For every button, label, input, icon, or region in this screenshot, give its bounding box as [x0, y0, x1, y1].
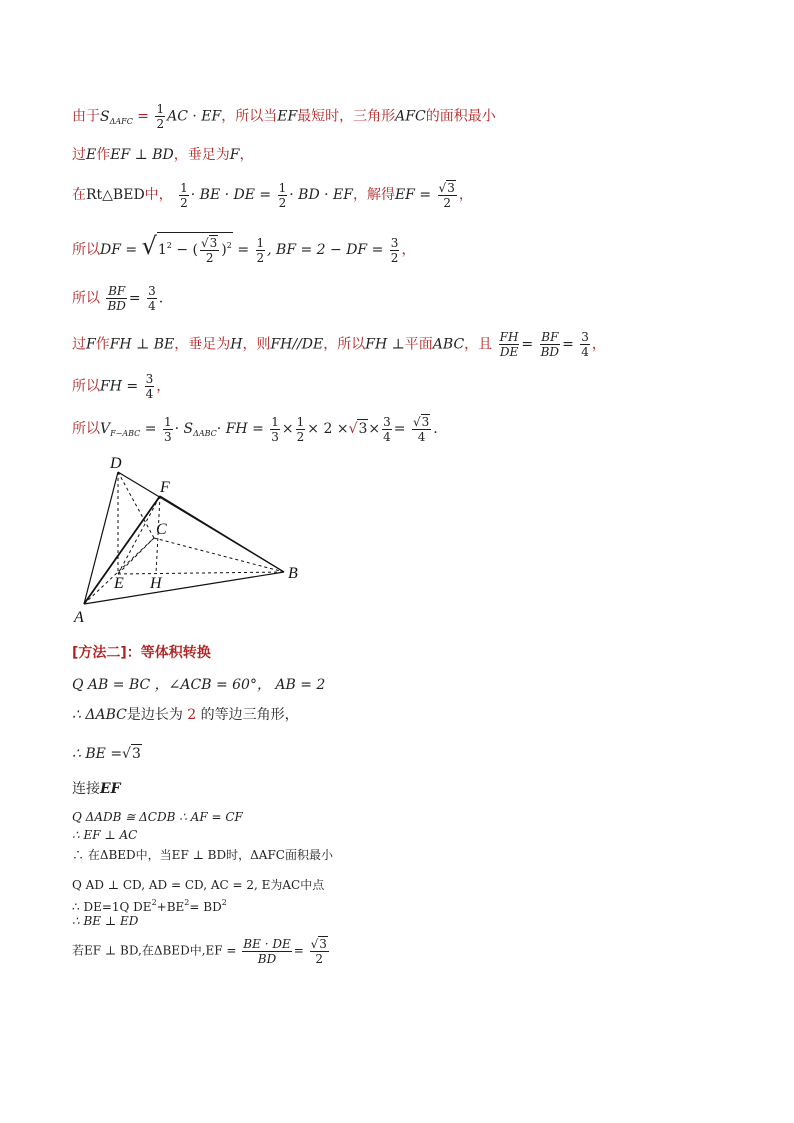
fraction: $\frac{FH}{DE}$ [499, 330, 519, 359]
line-5: 所以 $\frac{BF}{BD}$ = $\frac{3}{4}$ . [72, 284, 164, 313]
text: 过 [72, 336, 86, 353]
method2-line-9: ∴ DE=1Q $DE^2+BE^2= BD^2$ [72, 898, 227, 914]
method2-line-6: ∴ EF ⊥ AC [72, 828, 138, 842]
text: 中， [144, 187, 173, 203]
fraction: $\frac{√3}{4}$ [412, 415, 430, 444]
text: ，解得 [352, 187, 395, 203]
fraction: $\frac{1}{2}$ [256, 235, 265, 265]
method2-line-7: ∴ 在ΔBED中，当EF ⊥ BD时，ΔAFC面积最小 [72, 848, 333, 862]
text: ，垂足为 [173, 147, 230, 163]
line-6: 过F作FH ⊥ BE，垂足为H，则FH//DE，所以FH ⊥平面ABC，且 $\frac{FH}{DE}$ = $\frac{BF}{BD}$ = $\frac{3}{4}$ ， [72, 330, 606, 359]
edge-fb [160, 496, 284, 572]
math: AC · EF [167, 108, 222, 125]
math: FH ⊥ [365, 336, 405, 353]
math: · $S_{\Delta ABC}$ [174, 421, 217, 438]
fraction: $\frac{1}{2}$ [180, 180, 188, 210]
text: 作 [95, 336, 110, 353]
math: · BD · EF [289, 187, 353, 203]
text: ，所以 [323, 336, 366, 353]
fraction: $\frac{3}{2}$ [390, 235, 399, 265]
text: 的面积最小 [425, 108, 496, 125]
math: FH//DE [270, 336, 324, 353]
label-a: A [74, 609, 84, 626]
fraction: $\frac{1}{2}$ [278, 180, 287, 210]
sqrt-expression: √ [141, 232, 157, 260]
fraction: $\frac{3}{4}$ [581, 330, 589, 359]
math: , BF = 2 − DF = [267, 242, 384, 258]
edge-da [84, 472, 118, 604]
text: ，所以当 [221, 108, 278, 125]
line-8: 所以$V_{F-ABC}$ = $\frac{1}{3}$ · $S_{\Delta ABC}\cdot$ FH = $\frac{1}{3}$ × $\frac{1}{2}$ × 2 ×√3× $\frac{3}{4}$ = $\frac{√3}{4}$ . [72, 414, 438, 444]
fraction: $\frac{1}{3}$ [271, 414, 279, 444]
method2-line-8: Q AD ⊥ CD, AD = CD, AC = 2, E为AC中点 [72, 878, 325, 892]
text: ，垂足为 [174, 336, 231, 353]
math: EF = [394, 187, 432, 203]
text: 所以 [72, 378, 100, 395]
text: 所以 [72, 290, 100, 307]
edge-ec [118, 538, 154, 574]
math: Rt△BED [86, 187, 145, 203]
text: 作 [96, 147, 111, 163]
math: = [237, 242, 250, 258]
text: 由于 [72, 108, 100, 125]
edge-dc [118, 472, 154, 538]
method2-heading: [方法二]：等体积转换 [72, 645, 211, 661]
line-4 [72, 232, 415, 265]
edge-eb [118, 572, 284, 574]
edge-cb [154, 538, 284, 572]
method2-line-5: Q ΔADB ≅ ΔCDB ∴ AF = CF [72, 810, 243, 824]
math: EF [277, 108, 298, 125]
method2-line-1: Q AB = BC ，∠ACB = 60°， AB = 2 [72, 677, 326, 693]
fraction: $\frac{3}{4}$ [145, 372, 154, 401]
math: F [86, 336, 96, 353]
text: 所以 [72, 421, 100, 437]
fraction: $\frac{3}{4}$ [383, 414, 391, 444]
fraction: $\frac{3}{4}$ [148, 284, 156, 313]
label-d: D [110, 455, 122, 472]
label-e: E [114, 575, 124, 592]
math: ABC [432, 336, 465, 353]
symbol-s: $S_{\Delta AFC}$ [100, 108, 133, 126]
label-f: F [160, 479, 170, 496]
method2-line-11: 若EF ⊥ BD,在ΔBED中,EF = $\frac{BE \cdot DE}{BD}$ = $\frac{√3}{2}$ [72, 936, 327, 966]
fraction: $\frac{1}{2}$ [296, 414, 305, 444]
math: EF ⊥ BD [110, 147, 174, 163]
method2-line-10: ∴ BE ⊥ ED [72, 914, 139, 928]
label-b: B [288, 565, 298, 582]
text: 所以 [72, 242, 100, 258]
fraction: $\frac{BF}{BD}$ [107, 284, 126, 313]
text: 在 [72, 187, 86, 203]
math: $V_{F-ABC}$ [100, 421, 141, 438]
method2-line-4: 连接EF [72, 781, 121, 797]
radicand: $1^2$ − ( $\frac{√3}{2}$ )$^2$ [157, 232, 233, 265]
text: ，则 [242, 336, 271, 353]
fraction: $\frac{1}{2}$ [156, 102, 165, 131]
math: FH = [100, 378, 139, 395]
text: ， [239, 147, 254, 163]
line-1: 由于$S_{\Delta AFC}$ = $\frac{1}{2}$ AC · EF，所以当EF最短时，三角形AFC的面积最小 [72, 102, 496, 131]
math: DF = [100, 242, 138, 258]
line-2 [72, 146, 253, 164]
text: ，且 [464, 336, 493, 353]
method2-line-3: ∴ BE =√3 [72, 746, 141, 762]
fraction: $\frac{√3}{2}$ [438, 181, 455, 210]
math: F [229, 147, 240, 163]
label-h: H [150, 575, 162, 592]
method2-line-2: ∴ ΔABC是边长为 2 的等边三角形， [72, 707, 299, 723]
text: ， [458, 187, 473, 203]
math: H [230, 336, 243, 353]
fraction: $\frac{BF}{BD}$ [540, 330, 560, 359]
math: FH ⊥ BE [109, 336, 175, 353]
fraction: $\frac{√3}{2}$ [310, 937, 327, 966]
text: 过 [72, 147, 86, 163]
label-c: C [156, 521, 167, 538]
math: E [86, 147, 97, 163]
math: AFC [395, 108, 426, 125]
fraction: $\frac{BE \cdot DE}{BD}$ [243, 936, 291, 966]
text: ， [401, 242, 416, 258]
text: 平面 [404, 336, 433, 353]
text: 最短时，三角形 [297, 108, 396, 125]
line-7: 所以FH = $\frac{3}{4}$ ， [72, 372, 171, 401]
line-3 [72, 180, 473, 210]
fraction: $\frac{1}{3}$ [163, 414, 172, 444]
edge-ef [118, 496, 160, 574]
tetrahedron-figure [70, 452, 310, 630]
math: · BE · DE = [190, 187, 272, 203]
